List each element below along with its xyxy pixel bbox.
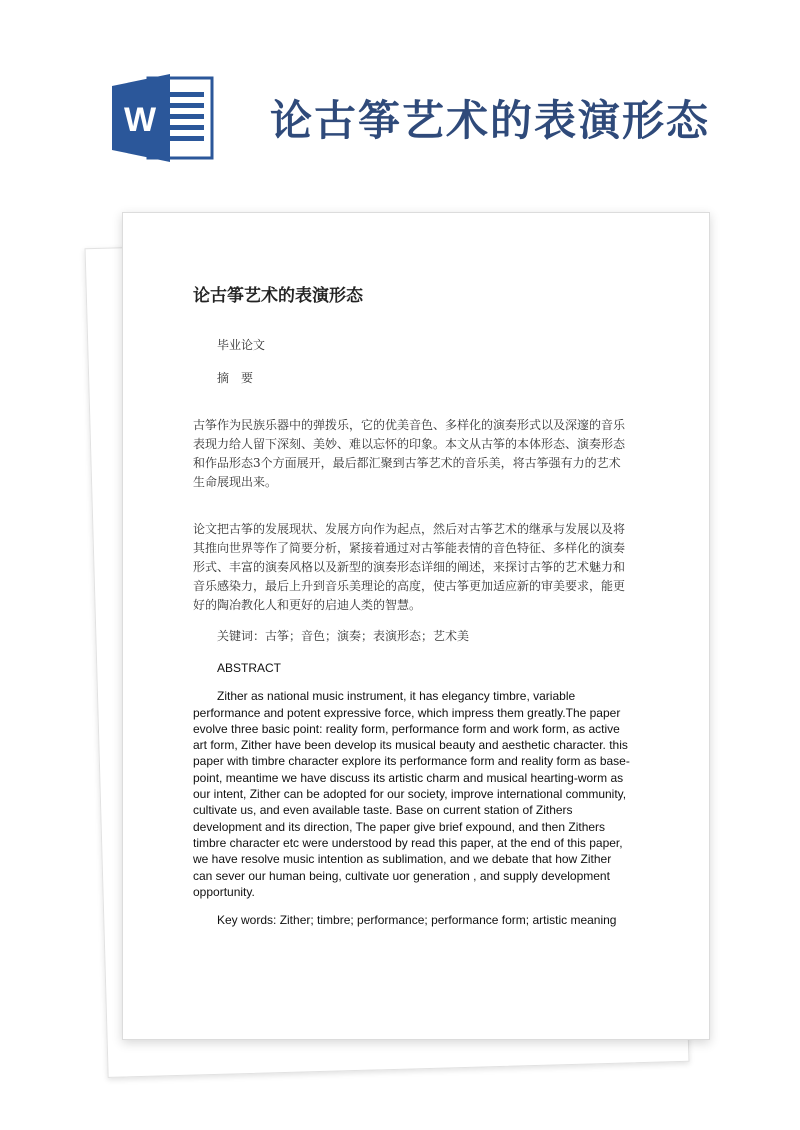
document-heading: 论古筝艺术的表演形态 bbox=[270, 96, 711, 145]
abstract-label: 摘 要 bbox=[217, 371, 254, 385]
abstract-en-paragraph: Zither as national music instrument, it has elegancy timbre, variable performance and potent expressive force, which impress them greatly.The paper evolve three basic point: reality form, performance form and work form, as active art form, Zither have been develop its musical beauty and aesthetic character. this paper with timbre character explore its performance form and reality form as base-point, meantime we have discuss its artistic charm and musical hearting-worm as our intent, Zither can be adopted for our society, improve international community, cultivate us, and even available taste. Base on current station of Zithers development and its direction, The paper give brief expound, and then Zithers timbre character etc were understood by read this paper, at the end of this paper, we have resolve music intention as sublimation, and we debate that how Zither can sever our human being, cultivate uor generation , and supply development opportunity. bbox=[193, 689, 630, 899]
word-document-icon bbox=[110, 72, 220, 164]
paper-page bbox=[122, 212, 710, 1040]
keywords-en: Key words: Zither; timbre; performance; performance form; artistic meaning bbox=[217, 913, 617, 928]
abstract-en-label: ABSTRACT bbox=[217, 661, 282, 675]
keywords-cn: 关键词：古筝；音色；演奏；表演形态；艺术美 bbox=[217, 629, 470, 643]
paper-subtitle: 毕业论文 bbox=[217, 338, 266, 352]
paper-title: 论古筝艺术的表演形态 bbox=[193, 286, 363, 306]
header-banner bbox=[0, 0, 800, 200]
page-content bbox=[193, 281, 631, 928]
logo-letter: W bbox=[123, 101, 157, 139]
abstract-paragraph-1: 古筝作为民族乐器中的弹拨乐，它的优美音色、多样化的演奏形式以及深邃的音乐表现力给人留下深刻、美妙、难以忘怀的印象。本文从古筝的本体形态、演奏形态和作品形态3个方面展开，最后都汇聚到古筝艺术的音乐美，将古筝强有力的艺术生命展现出来。 bbox=[193, 418, 626, 489]
abstract-paragraph-2: 论文把古筝的发展现状、发展方向作为起点，然后对古筝艺术的继承与发展以及将其推向世界等作了简要分析，紧接着通过对古筝能表情的音色特征、多样化的演奏形式、丰富的演奏风格以及新型的演奏形态详细的阐述，来探讨古筝的艺术魅力和音乐感染力，最后上升到音乐美理论的高度，使古筝更加适应新的审美要求，能更好的陶冶教化人和更好的启迪人类的智慧。 bbox=[193, 522, 626, 612]
